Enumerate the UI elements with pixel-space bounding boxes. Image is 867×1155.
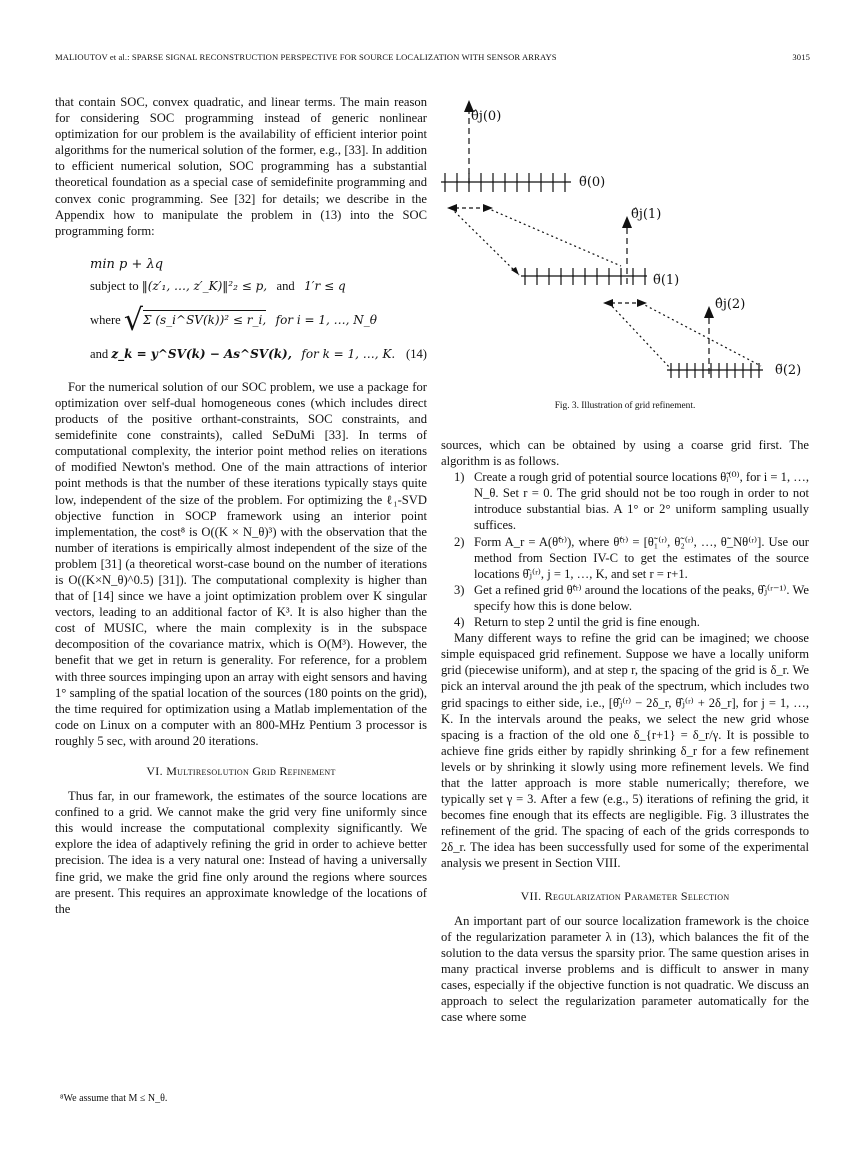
equation-line	[90, 253, 427, 275]
section-heading: VI. Multiresolution Grid Refinement	[146, 764, 336, 778]
equation-sum: Σ (s_i^SV(k))² ≤ r_i,	[143, 310, 266, 327]
label-theta-tilde-0: θ̃(0)	[579, 175, 606, 190]
equation-where: where	[90, 312, 121, 327]
equation-and: and	[276, 278, 295, 293]
equation-line	[90, 343, 427, 365]
running-title: MALIOUTOV et al.: SPARSE SIGNAL RECONSTRUCTION PERSPECTIVE FOR SOURCE LOCALIZATION WITH SENSOR ARRAYS	[55, 52, 557, 62]
equation-constraint: ‖(z′₁, …, z′_K)‖²₂ ≤ p,	[141, 278, 268, 293]
arrowhead	[603, 299, 613, 307]
paragraph: Many different ways to refine the grid can be imagined; we choose simple equispaced grid refinement. Suppose we have a locally uniform grid (piecewise uniform), and at step r, the spacing of the grid is δ_r. We pick an interval around the jth peak of the spectrum, which includes two grid spacings to either side, i.e., [θ̂ⱼ⁽ʳ⁾ − 2δ_r, θ̂ⱼ⁽ʳ⁾ + 2δ_r], for j = 1, …, K. In the intervals around the peaks, we select the new grid whose spacing is a fraction of the old one δ_{r+1} = δ_r/γ. It is possible to achieve fine grids either by rapidly shrinking δ_r for a few refinement levels or by shrinking it slowly using more refinement levels. We find that the latter approach is more stable numerically; therefore, we typically set γ = 3. After a few (e.g., 5) iterations of refining the grid, it becomes fine enough that its effects are negligible. Fig. 3 illustrates the refinement of the grid. The spacing of each of the grids corresponds to 2δ_r. The idea has been successfully used for some of the experimental analysis we present in Section VIII.	[441, 631, 809, 871]
label-theta-hat-1: θ̂j(1)	[631, 207, 662, 222]
sqrt-sign: √	[123, 302, 144, 338]
arrowhead	[483, 204, 493, 212]
step-text: Return to step 2 until the grid is fine enough.	[474, 615, 700, 630]
algorithm-steps	[441, 469, 809, 630]
equation-line	[90, 275, 427, 297]
algorithm-step	[441, 582, 809, 614]
equation-subject-to: subject to	[90, 278, 139, 293]
paragraph: An important part of our source localization framework is the choice of the regularization parameter λ in (13), which balances the fit of the solution to the data versus the sparsity prior. The same question arises in many practical inverse problems and is difficult to answer in many cases, especially if the objective function is not quadratic. We discuss an approach to select the regularization parameter automatically for the case where some	[441, 913, 809, 1025]
equation-14	[55, 253, 427, 365]
label-theta-hat-0: θ̂j(0)	[471, 109, 502, 124]
refine-line	[451, 208, 519, 275]
step-text: Form A_r = A(θ̃⁽ʳ⁾), where θ̃⁽ʳ⁾ = [θ̃₁⁽ʳ⁾, θ̃₂⁽ʳ⁾, …, θ̃_Nθ⁽ʳ⁾]. Use our method from Section IV-C to get the estimates of the source locations θ̂ⱼ⁽ʳ⁾, j = 1, …, K, and set r = r+1.	[474, 534, 809, 581]
step-number: 1)	[454, 470, 465, 485]
figure-caption: Fig. 3. Illustration of grid refinement.	[554, 401, 696, 411]
step-text: Get a refined grid θ̃⁽ʳ⁾ around the locations of the peaks, θ̂ⱼ⁽ʳ⁻¹⁾. We specify how this is done below.	[474, 582, 809, 613]
refine-line	[641, 303, 761, 366]
step-number: 3)	[454, 582, 465, 597]
footnote: ⁸We assume that M ≤ N_θ.	[60, 1093, 168, 1104]
step-number: 4)	[454, 615, 465, 630]
section-heading: VII. Regularization Parameter Selection	[520, 888, 730, 903]
step-number: 2)	[454, 534, 465, 549]
right-column	[441, 437, 809, 1025]
paragraph: Thus far, in our framework, the estimates of the source locations are confined to a grid. We cannot make the grid very fine uniformly since this would increase the computational complexity significantly. We explore the idea of adaptively refining the grid in order to achieve better precision. The idea is a very natural one: Instead of having a universally fine grid, we make the grid fine only around the regions where sources are present. This requires an approximate knowledge of the locations of the	[55, 789, 427, 916]
algorithm-step	[441, 614, 809, 630]
algorithm-step	[441, 534, 809, 582]
equation-objective: min p + λq	[90, 256, 164, 272]
paragraph: For the numerical solution of our SOC problem, we use a package for optimization over self-dual homogeneous cones (which includes direct products of the positive orthant-constraints, SOC constraints, and semidefinite cone constraints), called SeDuMi [33]. In terms of computational complexity, the interior point method relies on iterations of modified Newton's method. One of the main attractions of interior point methods is that the number of these iterations typically stays quite low, independent of the size of the problem. For optimizing the ℓ₁-SVD objective function in SOCP framework using an interior point implementation, the cost⁸ is O((K × N_θ)³) with the observation that the number of iterations is empirically almost independent of the size of the problem [31] (a theoretical worst-case bound on the number of iterations is O((K×N_θ)^0.5) [31]). The computational complexity is higher than that of [14] since we have a joint optimization problem over K singular vectors, leading to an additional factor of K³. It is also higher than the cost of MUSIC, where the main complexity is in the subspace decomposition of the covariance matrix, which is O(M³). However, the benefit that we get in return is generality. For reference, for a problem with three sources impinging upon an array with eight sensors and having 1° sampling of the spatial location of the sources (180 points on the grid), the time required for optimization using a Matlab implementation of the code on Linux on a computer with an 800-MHz Pentium 3 processor is roughly 5 sec, with around 20 iterations.	[55, 379, 427, 748]
refine-line	[487, 208, 621, 266]
equation-constraint: 1′r ≤ q	[304, 278, 346, 293]
step-text: Create a rough grid of potential source locations θ̃ᵢ⁽⁰⁾, for i = 1, …, N_θ. Set r = 0. The grid should not be too rough in order to not introduce substantial bias. A 1° or 2° uniform sampling usually suffices.	[474, 470, 809, 533]
paragraph: sources, which can be obtained by using a coarse grid first. The algorithm is as follows.	[441, 438, 809, 469]
refine-line	[609, 303, 671, 369]
equation-for: for i = 1, …, N_θ	[275, 312, 377, 327]
equation-line	[90, 297, 427, 343]
figure-grid-refinement	[441, 94, 809, 394]
running-header	[55, 52, 810, 66]
equation-for: for k = 1, …, K.	[301, 346, 396, 361]
paragraph: that contain SOC, convex quadratic, and linear terms. The main reason for considering SOC programming instead of generic nonlinear optimization for our problem is the availability of efficient interior point algorithms for the numerical solution of the former, e.g., [33]. In addition to efficient numerical solution, SOC programming has a substantial theoretical foundation as a special case of semidefinite programming and convex conic programming. See [32] for details; we describe in the Appendix how to manipulate the problem in (13) into the SOC programming form:	[55, 95, 427, 238]
algorithm-step	[441, 469, 809, 533]
equation-residual: z_k = y^SV(k) − As^SV(k),	[111, 346, 292, 361]
arrowhead	[704, 306, 714, 318]
label-theta-tilde-1: θ̃(1)	[653, 273, 680, 288]
left-column	[55, 94, 427, 917]
equation-and: and	[90, 346, 109, 361]
page-number: 3015	[792, 52, 810, 62]
figure-svg	[441, 94, 809, 394]
equation-number: (14)	[406, 346, 427, 361]
label-theta-tilde-2: θ̃(2)	[775, 363, 802, 378]
arrowhead	[447, 204, 457, 212]
label-theta-hat-2: θ̂j(2)	[715, 297, 746, 312]
